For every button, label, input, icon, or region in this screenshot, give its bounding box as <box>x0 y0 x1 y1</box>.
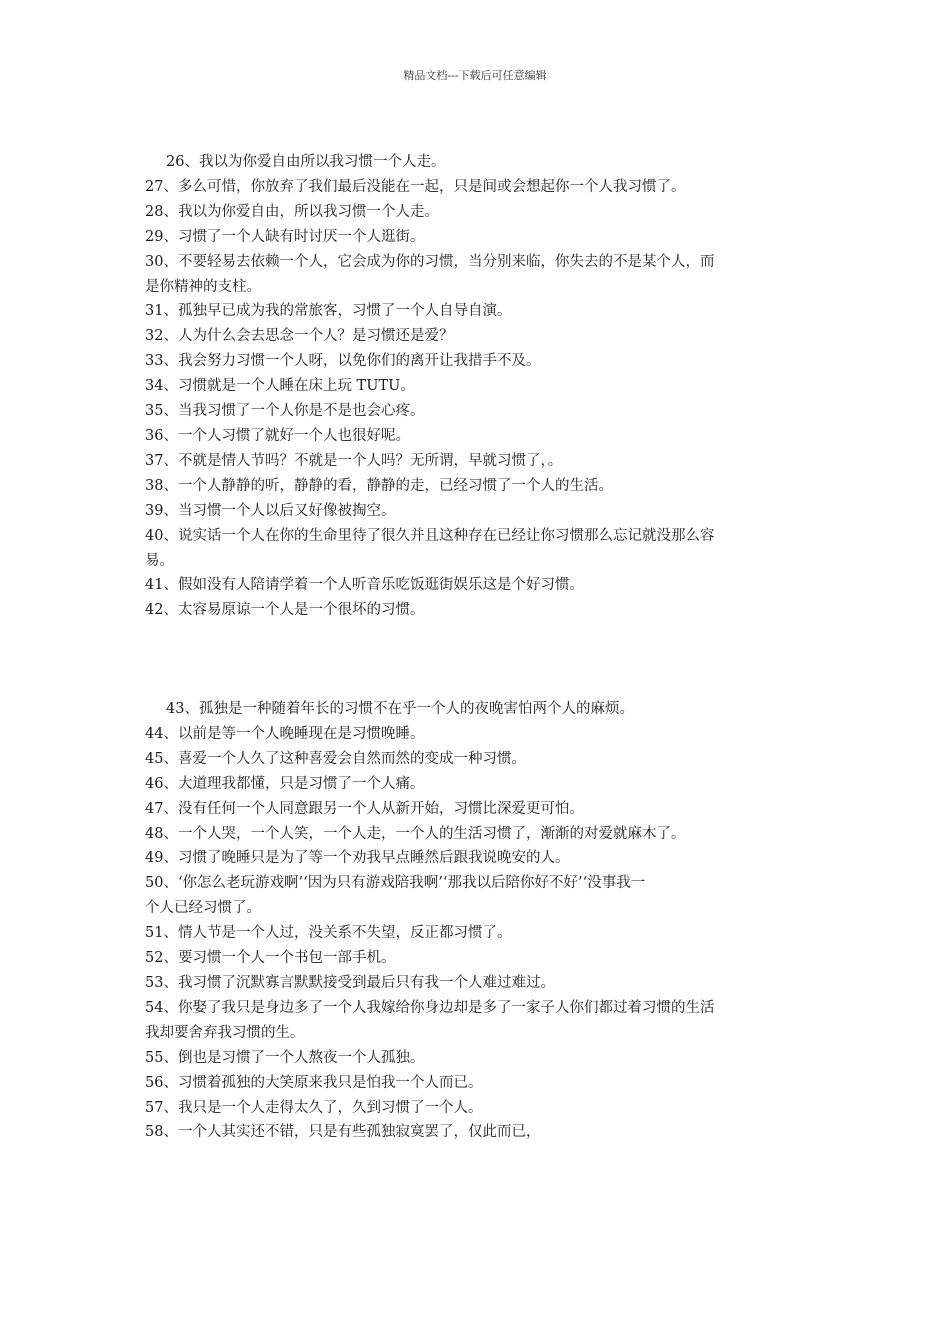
text-line: 57、我只是一个人走得太久了，久到习惯了一个人。 <box>145 1099 483 1116</box>
text-line: 易。 <box>145 552 174 569</box>
text-line: 51、情人节是一个人过，没关系不失望，反正都习惯了。 <box>145 925 512 942</box>
text-line: 我却要舍弃我习惯的生。 <box>145 1024 305 1041</box>
text-line: 30、不要轻易去依赖一个人，它会成为你的习惯，当分别来临，你失去的不是某个人，而 <box>145 253 715 270</box>
text-line: 38、一个人静静的听，静静的看，静静的走，已经习惯了一个人的生活。 <box>145 477 613 494</box>
page-header: 精品文档---下载后可任意编辑 <box>403 69 547 82</box>
text-line: 34、习惯就是一个人睡在床上玩 TUTU。 <box>145 378 415 395</box>
text-line: 41、假如没有人陪请学着一个人听音乐吃饭逛街娱乐这是个好习惯。 <box>145 577 584 594</box>
text-line: 33、我会努力习惯一个人呀，以免你们的离开让我措手不及。 <box>145 353 541 370</box>
text-line: 40、说实话一个人在你的生命里待了很久并且这种存在已经让你习惯那么忘记就没那么容 <box>145 527 715 544</box>
text-line: 28、我以为你爱自由，所以我习惯一个人走。 <box>145 203 439 220</box>
text-line: 32、人为什么会去思念一个人？是习惯还是爱？ <box>145 328 454 345</box>
text-section-2 <box>145 697 810 1145</box>
text-line: 49、习惯了晚睡只是为了等一个劝我早点睡然后跟我说晚安的人。 <box>145 850 570 867</box>
text-line: 48、一个人哭，一个人笑，一个人走，一个人的生活习惯了，渐渐的对爱就麻木了。 <box>145 825 686 842</box>
text-line: 42、太容易原谅一个人是一个很坏的习惯。 <box>145 602 425 619</box>
text-line: 个人已经习惯了。 <box>145 900 261 917</box>
text-line: 55、倒也是习惯了一个人熬夜一个人孤独。 <box>145 1049 425 1066</box>
text-line: 39、当习惯一个人以后又好像被掏空。 <box>145 502 396 519</box>
text-section-1 <box>145 150 810 623</box>
text-line: 26、我以为你爱自由所以我习惯一个人走。 <box>166 154 446 170</box>
text-line: 44、以前是等一个人晚睡现在是习惯晚睡。 <box>145 725 425 742</box>
text-line: 27、多么可惜，你放弃了我们最后没能在一起，只是间或会想起你一个人我习惯了。 <box>145 178 686 195</box>
text-line: 是你精神的支柱。 <box>145 278 261 295</box>
text-line: 29、习惯了一个人缺有时讨厌一个人逛街。 <box>145 228 425 245</box>
text-line: 46、大道理我都懂，只是习惯了一个人痛。 <box>145 775 425 792</box>
text-line: 31、孤独早已成为我的常旅客，习惯了一个人自导自演。 <box>145 303 512 320</box>
text-line: 54、你娶了我只是身边多了一个人我嫁给你身边却是多了一家子人你们都过着习惯的生活 <box>145 999 715 1016</box>
text-line: 36、一个人习惯了就好一个人也很好呢。 <box>145 427 410 444</box>
text-line: 56、习惯着孤独的大笑原来我只是怕我一个人而已。 <box>145 1074 483 1091</box>
text-line: 35、当我习惯了一个人你是不是也会心疼。 <box>145 403 425 420</box>
text-line: 52、要习惯一个人一个书包一部手机。 <box>145 950 396 967</box>
text-line: 43、孤独是一种随着年长的习惯不在乎一个人的夜晚害怕两个人的麻烦。 <box>166 701 634 717</box>
text-line: 47、没有任何一个人同意跟另一个人从新开始，习惯比深爱更可怕。 <box>145 800 584 817</box>
text-line: 37、不就是情人节吗？不就是一个人吗？无所谓，早就习惯了，。 <box>145 452 563 469</box>
text-line: 58、一个人其实还不错，只是有些孤独寂寞罢了，仅此而已， <box>145 1124 541 1141</box>
text-line: 50、‘你怎么老玩游戏啊’‘因为只有游戏陪我啊’‘那我以后陪你好不好’‘没事我一 <box>145 875 646 892</box>
text-line: 45、喜爱一个人久了这种喜爱会自然而然的变成一种习惯。 <box>145 750 526 767</box>
text-line: 53、我习惯了沉默寡言默默接受到最后只有我一个人难过难过。 <box>145 974 555 991</box>
